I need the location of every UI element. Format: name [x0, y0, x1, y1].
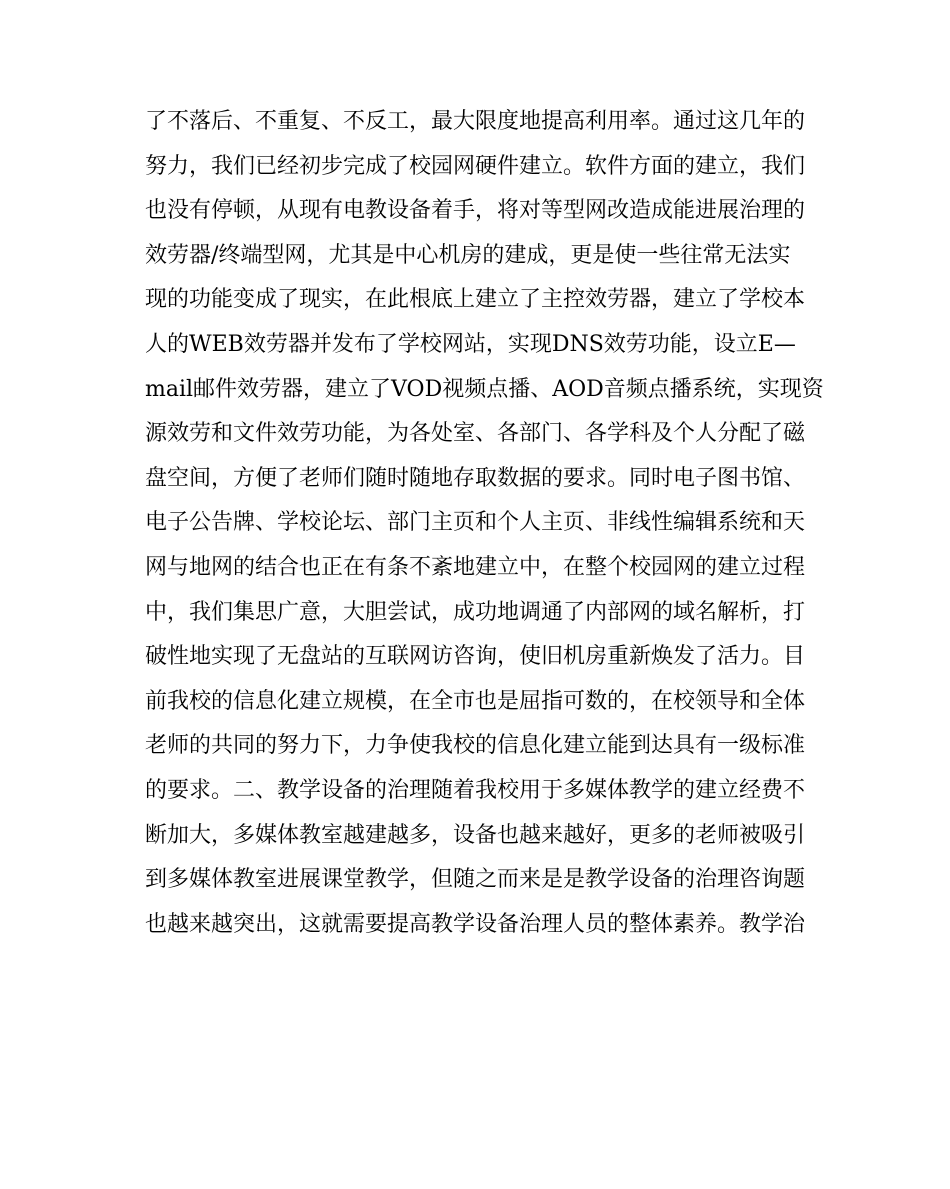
- body-text: [145, 100, 824, 947]
- text-line: 现的功能变成了现实，在此根底上建立了主控效劳器，建立了学校本: [145, 287, 806, 313]
- text-line: 网与地网的结合也正在有条不紊地建立中，在整个校园网的建立过程: [145, 554, 806, 580]
- text-line: 人的WEB效劳器并发布了学校网站，实现DNS效劳功能，设立E—: [145, 331, 796, 357]
- text-line: 努力，我们已经初步完成了校园网硬件建立。软件方面的建立，我们: [145, 153, 806, 179]
- text-line: 盘空间，方便了老师们随时随地存取数据的要求。同时电子图书馆、: [145, 465, 806, 491]
- text-line: 断加大，多媒体教室越建越多，设备也越来越好，更多的老师被吸引: [145, 822, 806, 848]
- text-line: 前我校的信息化建立规模，在全市也是屈指可数的，在校领导和全体: [145, 688, 806, 714]
- text-line: 效劳器/终端型网，尤其是中心机房的建成，更是使一些往常无法实: [145, 242, 791, 268]
- text-line: 电子公告牌、学校论坛、部门主页和个人主页、非线性编辑系统和天: [145, 510, 806, 536]
- text-line: mail邮件效劳器，建立了VOD视频点播、AOD音频点播系统，实现资: [145, 376, 824, 402]
- text-line: 老师的共同的努力下，力争使我校的信息化建立能到达具有一级标准: [145, 733, 806, 759]
- text-line: 源效劳和文件效劳功能，为各处室、各部门、各学科及个人分配了磁: [145, 421, 806, 447]
- text-line: 破性地实现了无盘站的互联网访咨询，使旧机房重新焕发了活力。目: [145, 644, 806, 670]
- text-line: 也越来越突出，这就需要提高教学设备治理人员的整体素养。教学治: [145, 911, 806, 937]
- text-line: 中，我们集思广意，大胆尝试，成功地调通了内部网的域名解析，打: [145, 599, 806, 625]
- text-line: 了不落后、不重复、不反工，最大限度地提高利用率。通过这几年的: [145, 109, 806, 134]
- text-line: 到多媒体教室进展课堂教学，但随之而来是是教学设备的治理咨询题: [145, 867, 806, 893]
- text-line: 也没有停顿，从现有电教设备着手，将对等型网改造成能进展治理的: [145, 198, 806, 224]
- text-line: 的要求。二、教学设备的治理随着我校用于多媒体教学的建立经费不: [145, 777, 806, 803]
